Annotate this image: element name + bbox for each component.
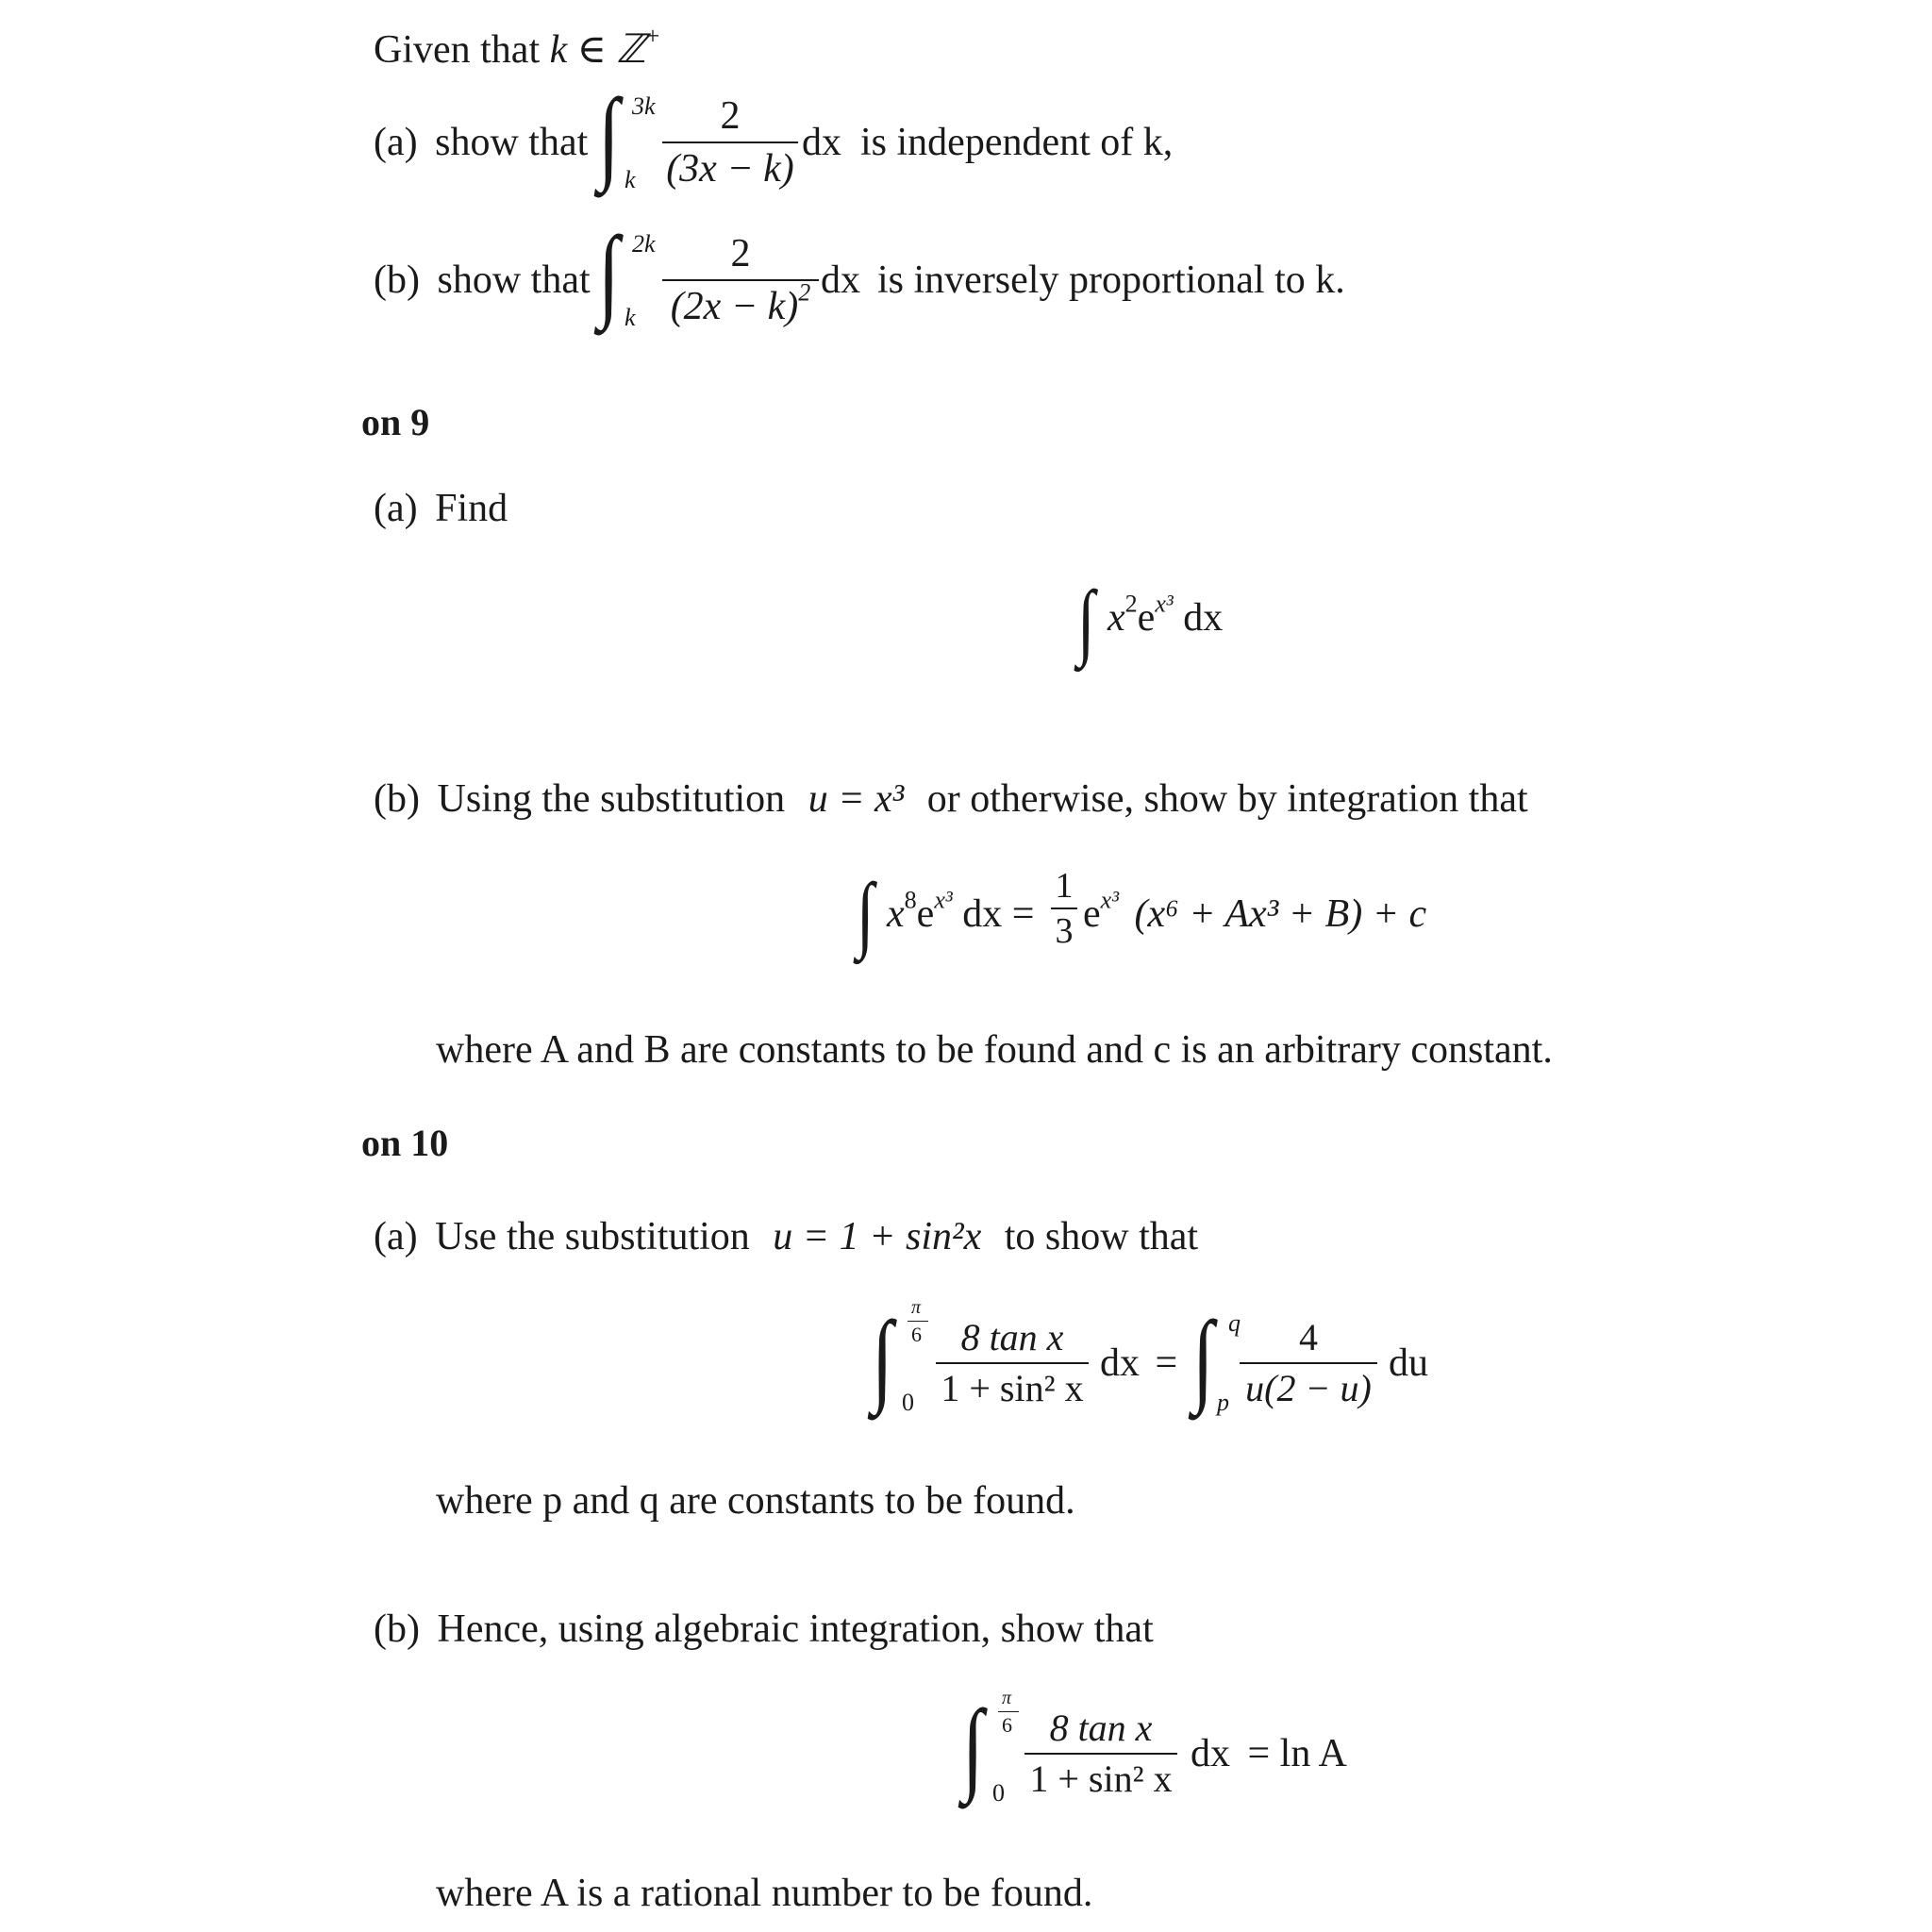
q9a-e: e xyxy=(1137,596,1156,640)
q9a-e-exp: x³ xyxy=(1155,590,1174,618)
q10b-dx-rhs xyxy=(1191,1734,1347,1774)
q8b-dx: dx xyxy=(821,258,860,302)
q10b-upper-bar xyxy=(998,1711,1019,1712)
q9b-lhs-x: x xyxy=(887,892,905,936)
q8b-den xyxy=(662,278,819,328)
q10a-lower: 0 xyxy=(902,1389,914,1416)
q10a-where: where p and q are constants to be found. xyxy=(436,1479,1075,1523)
q10b-line xyxy=(374,1609,1154,1649)
intro-k: k xyxy=(549,28,568,72)
q9b-rhs-e: e xyxy=(1083,892,1101,936)
q9b-frac-num: 1 xyxy=(1055,866,1074,906)
q9b-text2: or otherwise, show by integration that xyxy=(926,777,1528,821)
q9a-integrand xyxy=(1108,590,1224,640)
q8b-fraction xyxy=(662,234,819,326)
q10b-where: where A is a rational number to be found. xyxy=(436,1872,1093,1915)
q8a-num: 2 xyxy=(720,94,741,138)
q8a-den: (3x − k) xyxy=(666,147,794,191)
q8b-label: (b) xyxy=(374,258,420,302)
q10a-r-den: u(2 − u) xyxy=(1245,1367,1372,1409)
q8b-show-that: show that xyxy=(437,258,591,302)
q8b-lower: k xyxy=(625,304,636,331)
q10b-den: 1 + sin² x xyxy=(1029,1757,1173,1800)
q10a-fraction xyxy=(936,1316,1089,1409)
q10b-upper-bot: 6 xyxy=(1002,1713,1012,1737)
q9b-fraction xyxy=(1051,868,1077,949)
q8b-upper: 2k xyxy=(632,230,656,258)
q9a-integral-sign: ∫ xyxy=(1077,575,1095,668)
q10a-dx-eq xyxy=(1100,1343,1177,1383)
q10a-text2: to show that xyxy=(1004,1215,1199,1258)
q9a-text: Find xyxy=(435,487,508,530)
q9b-lhs-e: e xyxy=(916,892,935,936)
q9b-sub: u = x³ xyxy=(808,777,905,821)
q10b-upper-top: π xyxy=(1002,1688,1012,1708)
q9a-x-exp: 2 xyxy=(1124,590,1138,618)
q9b-rhs-e-exp: x³ xyxy=(1100,886,1120,914)
q9b-line xyxy=(374,779,1528,819)
q10b-dx: dx xyxy=(1191,1732,1230,1775)
q10a-r-lower: p xyxy=(1217,1389,1229,1416)
q10a-du: du xyxy=(1389,1341,1428,1385)
q8b-tail: is inversely proportional to k. xyxy=(877,258,1345,302)
q9-heading: on 9 xyxy=(361,401,430,443)
intro-plus: + xyxy=(645,22,660,50)
q9b-label: (b) xyxy=(374,777,420,821)
q9b-rhs xyxy=(1083,886,1427,936)
q8a-dx: dx xyxy=(802,121,841,164)
q8a-lower: k xyxy=(625,166,636,193)
q8a-integral-sign: ∫ xyxy=(598,77,620,192)
q9a-x: x xyxy=(1108,596,1125,640)
q10-heading: on 10 xyxy=(361,1122,449,1164)
q10a-den: 1 + sin² x xyxy=(941,1367,1084,1409)
q9b-lhs xyxy=(887,886,1035,936)
q10a-label: (a) xyxy=(374,1215,418,1258)
q8a-upper: 3k xyxy=(632,92,656,120)
q10a-text1: Use the substitution xyxy=(435,1215,750,1258)
q10a-eq: = xyxy=(1155,1341,1178,1385)
q9b-lhs-dx: dx xyxy=(962,892,1003,936)
q8b-den-exp: 2 xyxy=(798,278,811,307)
q10a-upper-top: π xyxy=(911,1297,922,1318)
q9b-where: where A and B are constants to be found and c is an arbitrary constant. xyxy=(436,1028,1553,1072)
q10a-upper-bar xyxy=(908,1321,928,1322)
q10a-r-fraction xyxy=(1240,1316,1377,1409)
q10b-lower: 0 xyxy=(992,1779,1005,1807)
q10a-integral-sign: ∫ xyxy=(872,1300,893,1415)
q10a-num: 8 tan x xyxy=(960,1316,1064,1358)
q9b-frac-den: 3 xyxy=(1055,911,1074,951)
q9a-label: (a) xyxy=(374,487,418,530)
q8a-tail: is independent of k, xyxy=(860,121,1174,164)
q9b-lhs-exp: 8 xyxy=(904,886,917,914)
q10b-fraction xyxy=(1024,1709,1177,1798)
q8a-prefix xyxy=(374,123,588,162)
q10b-num: 8 tan x xyxy=(1049,1707,1153,1749)
q10a-r-upper: q xyxy=(1228,1309,1241,1337)
q8b-num: 2 xyxy=(730,232,751,275)
q8a-show-that: show that xyxy=(435,121,589,164)
q10b-label: (b) xyxy=(374,1607,420,1651)
q9b-eq: = xyxy=(1011,892,1035,936)
intro-Z: ℤ xyxy=(616,28,646,72)
q10a-upper-bot: 6 xyxy=(911,1323,922,1346)
q9a-dx: dx xyxy=(1183,596,1224,640)
q10b-text: Hence, using algebraic integration, show that xyxy=(437,1607,1154,1651)
q8b-prefix xyxy=(374,260,591,300)
q10a-r-integral-sign: ∫ xyxy=(1192,1300,1214,1415)
q10a-r-num: 4 xyxy=(1299,1316,1318,1358)
intro-in: ∈ xyxy=(576,28,607,72)
q10a-dx: dx xyxy=(1100,1341,1140,1385)
intro-text: Given that xyxy=(374,28,541,72)
q10b-integral-sign: ∫ xyxy=(962,1689,984,1804)
q8a-fraction xyxy=(662,96,798,189)
q8b-integral-sign: ∫ xyxy=(598,215,620,330)
q10a-sub: u = 1 + sin²x xyxy=(773,1215,982,1258)
q9b-lhs-e-exp: x³ xyxy=(934,886,953,914)
q10a-line xyxy=(374,1217,1198,1257)
q9b-text1: Using the substitution xyxy=(437,777,786,821)
q10b-rhs: = ln A xyxy=(1247,1732,1347,1775)
intro-line xyxy=(374,22,660,72)
q9a-line xyxy=(374,489,508,528)
q8b-den-base: (2x − k) xyxy=(670,285,799,328)
q9b-integral-sign: ∫ xyxy=(857,867,874,960)
q9b-rhs-expr: (x⁶ + Ax³ + B) + c xyxy=(1134,892,1427,936)
q8a-label: (a) xyxy=(374,121,418,164)
